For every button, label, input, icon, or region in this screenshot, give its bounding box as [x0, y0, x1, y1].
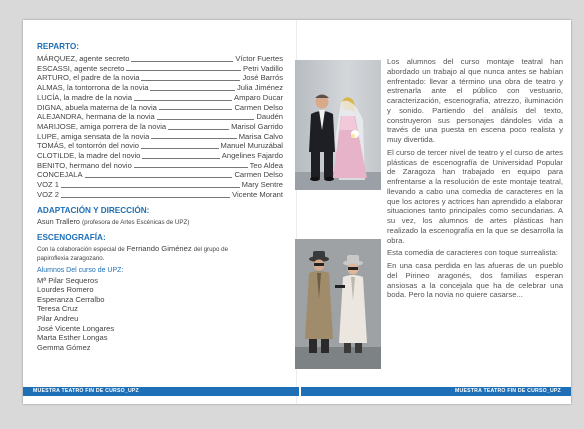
cast-actor: Daudén: [256, 112, 283, 122]
adaptacion-title: ADAPTACIÓN Y DIRECCIÓN:: [37, 205, 150, 215]
reparto-title: REPARTO:: [37, 42, 79, 51]
cast-leader-line: [126, 70, 241, 71]
cast-actor: Petri Vadillo: [243, 63, 283, 73]
cast-actor: Marisol Garrido: [231, 121, 283, 131]
cast-leader-line: [142, 158, 219, 159]
cast-actor: Teo Aldea: [249, 160, 283, 170]
cast-role: BENITO, hermano del novio: [37, 160, 132, 170]
cast-actor: Amparo Ducar: [234, 92, 283, 102]
student-name: Mª Pilar Sequeros: [37, 275, 99, 285]
cast-role: LUCÍA, la madre de la novia: [37, 92, 132, 102]
cast-row: [37, 170, 283, 180]
cast-role: ALMAS, la tontorrona de la novia: [37, 83, 149, 93]
cast-actor: Mary Sentre: [241, 180, 283, 190]
cast-role: MÁRQUEZ, agente secreto: [37, 54, 130, 63]
cast-list: [37, 54, 283, 200]
cast-role: TOMÁS, el tontorrón del novio: [37, 141, 140, 151]
cast-row: [37, 54, 283, 64]
collab-post: del grupo de: [193, 246, 229, 254]
student-name: Teresa Cruz: [37, 304, 78, 314]
student-name: Gemma Gómez: [37, 342, 91, 352]
cast-row: [37, 83, 283, 93]
cast-role: CONCEJALA: [37, 170, 83, 180]
cast-actor: Angelines Fajardo: [221, 151, 283, 161]
adaptacion-credit: [37, 218, 283, 228]
cast-actor: Vicente Morant: [232, 189, 283, 199]
cast-role: VOZ 2: [37, 189, 59, 199]
credits-column: [37, 42, 283, 352]
description-text: [387, 57, 563, 303]
student-name: Lourdes Romero: [37, 285, 94, 295]
cast-role: LUPE, amiga sensata de la novia: [37, 131, 150, 141]
paragraph-1: Los alumnos del curso montaje teatral han abordado un trabajo al que nunca antes se habían enfrentado: llevar a término una obra de teatro y estrenarla ante el público con vestuario, caracterización, escenografía, atrezzo, iluminación y sonido. Partiendo del análisis del texto, construyeron sus personajes dándoles vida a través de una puesta en escena poco realista y muy divertida.: [387, 57, 563, 144]
footer-label-left: MUESTRA TEATRO FIN DE CURSO_UPZ: [33, 388, 139, 394]
cast-actor: Marisa Calvo: [238, 131, 283, 141]
cast-row: [37, 132, 283, 142]
cast-row: [37, 64, 283, 74]
students-label: Alumnos Del curso de UPZ:: [37, 266, 124, 274]
student-list: [37, 276, 283, 353]
cast-row: [37, 112, 283, 122]
escenografia-credit: [37, 245, 283, 264]
cast-role: DIGNA, abuela materna de la novia: [37, 102, 157, 112]
cast-row: [37, 161, 283, 171]
cast-actor: Julia Jiménez: [236, 83, 283, 93]
cast-actor: Víctor Fuertes: [235, 54, 283, 63]
paragraph-4: En una casa perdida en las afueras de un pueblo del Pirineo aragonés, dos familias esperan ansiosas a la concejala que ha de celebrar una boda. Pero la novia no quiere casarse...: [387, 261, 563, 300]
cast-leader-line: [85, 177, 233, 178]
photo-wedding-couple: [295, 60, 381, 190]
director-name: Asun Trallero: [37, 216, 80, 226]
cast-row: [37, 73, 283, 83]
collab-pre: Con la colaboración especial de: [37, 246, 125, 254]
cast-leader-line: [61, 197, 230, 198]
student-name: Marta Esther Longas: [37, 333, 108, 343]
cast-role: CLOTILDE, la madre del novio: [37, 151, 141, 161]
student-name: Esperanza Cerralbo: [37, 294, 105, 304]
cast-leader-line: [168, 129, 229, 130]
cast-row: [37, 141, 283, 151]
photo-secret-agents: [295, 239, 381, 369]
footer-label-right: MUESTRA TEATRO FIN DE CURSO_UPZ: [455, 388, 561, 394]
cast-actor: José Barrós: [242, 73, 283, 83]
cast-role: ALEJANDRA, hermana de la novia: [37, 112, 155, 122]
paragraph-2: El curso de tercer nivel de teatro y el curso de artes plásticas de escenografía de Universidad Popular de Zaragoza han trabajado en equipo para enfrentarse a la resolución de este montaje teatral, llevando a cabo una comedia de caracteres en la que los actores y actrices han aprendido a elaborar situaciones tanto principales como secundarias. A su vez, los alumnos de artes plásticas han realizado la escenografía en la que se desarrolla la obra.: [387, 147, 563, 245]
cast-role: VOZ 1: [37, 180, 59, 190]
cast-leader-line: [150, 90, 235, 91]
cast-row: [37, 180, 283, 190]
cast-leader-line: [159, 109, 233, 110]
collab-name: Fernando Giménez: [126, 244, 192, 254]
brochure-page: [23, 20, 571, 404]
student-name: José Vicente Longares: [37, 323, 115, 333]
cast-role: ESCASSI, agente secreto: [37, 63, 125, 73]
cast-row: [37, 93, 283, 103]
cast-leader-line: [134, 167, 248, 168]
cast-row: [37, 190, 283, 200]
cast-leader-line: [134, 100, 232, 101]
cast-leader-line: [151, 138, 236, 139]
cast-actor: Manuel Muruzábal: [220, 141, 283, 151]
cast-leader-line: [61, 187, 240, 188]
paragraph-3: Esta comedia de caracteres con toque surrealista:: [387, 248, 558, 258]
cast-leader-line: [131, 61, 233, 62]
collab-line2: papiroflexia zaragozano.: [37, 255, 105, 263]
director-note: (profesora de Artes Escénicas de UPZ): [82, 218, 190, 226]
cast-role: ARTURO, el padre de la novia: [37, 73, 140, 83]
cast-row: [37, 122, 283, 132]
cast-actor: Carmen Delso: [234, 102, 283, 112]
escenografia-title: ESCENOGRAFÍA:: [37, 233, 106, 243]
cast-actor: Carmen Delso: [234, 170, 283, 180]
cast-role: MARIJOSE, amiga porrera de la novia: [37, 121, 167, 131]
cast-row: [37, 103, 283, 113]
student-name: Pilar Andreu: [37, 313, 79, 323]
cast-leader-line: [141, 80, 240, 81]
cast-row: [37, 151, 283, 161]
cast-leader-line: [141, 148, 219, 149]
cast-leader-line: [157, 119, 255, 120]
